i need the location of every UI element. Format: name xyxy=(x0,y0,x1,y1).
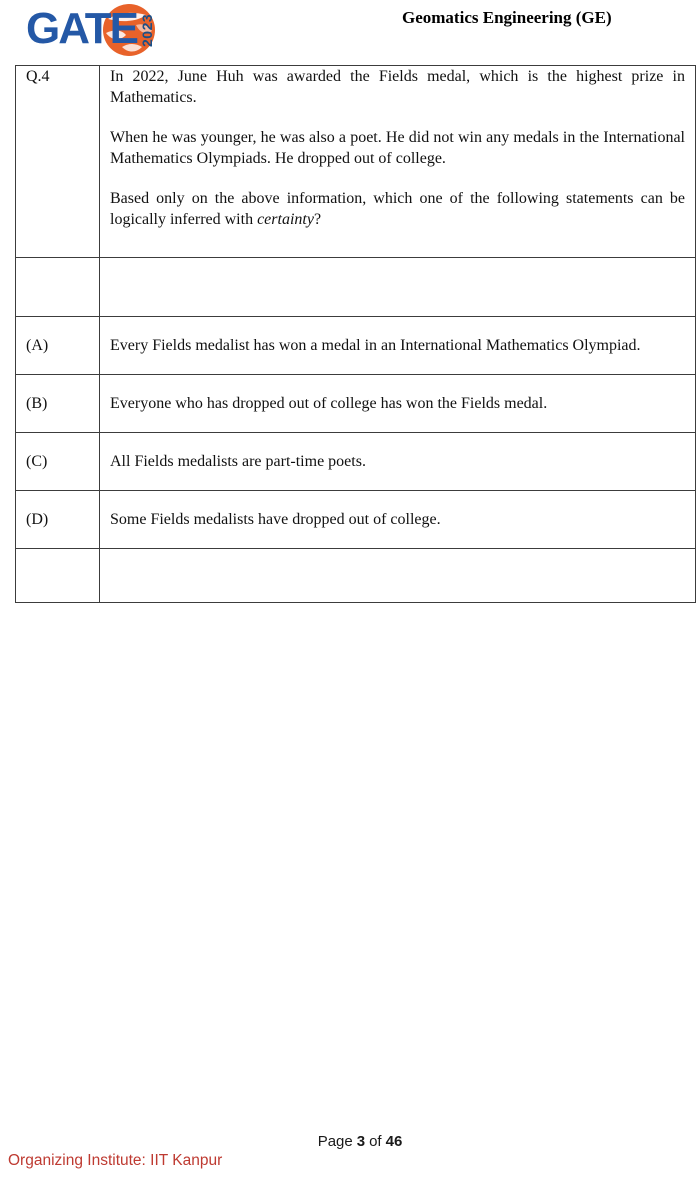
option-text-a: Every Fields medalist has won a medal in an International Mathematics Olympiad. xyxy=(100,317,696,375)
page-number: 3 xyxy=(356,1133,366,1150)
gate-2023-logo xyxy=(26,2,176,60)
option-text-d: Some Fields medalists have dropped out of college. xyxy=(100,491,696,549)
blank-row xyxy=(16,258,696,317)
option-row-c xyxy=(16,433,696,491)
inference-prefix: Based only on the above information, which one of the following statements can be logically inferred with xyxy=(110,190,685,228)
gate-logo-text: GATE xyxy=(26,4,137,53)
total-pages: 46 xyxy=(385,1133,403,1150)
question-paragraph-3 xyxy=(110,188,685,230)
question-body xyxy=(100,66,696,258)
option-row-a xyxy=(16,317,696,375)
question-paragraph-2: When he was younger, he was also a poet. He did not win any medals in the International Mathematics Olympiads. He dropped out of college. xyxy=(110,129,685,167)
organizing-institute: Organizing Institute: IIT Kanpur xyxy=(8,1152,223,1169)
question-paragraph-1: In 2022, June Huh was awarded the Fields medal, which is the highest prize in Mathematics. xyxy=(110,68,685,106)
question-table xyxy=(15,65,696,603)
blank-row xyxy=(16,549,696,603)
option-label-c: (C) xyxy=(16,433,100,491)
page-indicator xyxy=(0,1133,700,1150)
inference-emphasis: certainty xyxy=(257,211,314,228)
option-label-d: (D) xyxy=(16,491,100,549)
question-number: Q.4 xyxy=(16,66,100,258)
paper-title: Geomatics Engineering (GE) xyxy=(402,8,612,27)
option-row-b xyxy=(16,375,696,433)
option-label-a: (A) xyxy=(16,317,100,375)
of-label: of xyxy=(369,1133,382,1150)
page-label: Page xyxy=(317,1133,353,1150)
option-label-b: (B) xyxy=(16,375,100,433)
gate-logo-year: 2023 xyxy=(139,13,155,47)
option-text-b: Everyone who has dropped out of college has won the Fields medal. xyxy=(100,375,696,433)
question-row xyxy=(16,66,696,258)
option-row-d xyxy=(16,491,696,549)
inference-suffix: ? xyxy=(313,211,322,228)
option-text-c: All Fields medalists are part-time poets. xyxy=(100,433,696,491)
